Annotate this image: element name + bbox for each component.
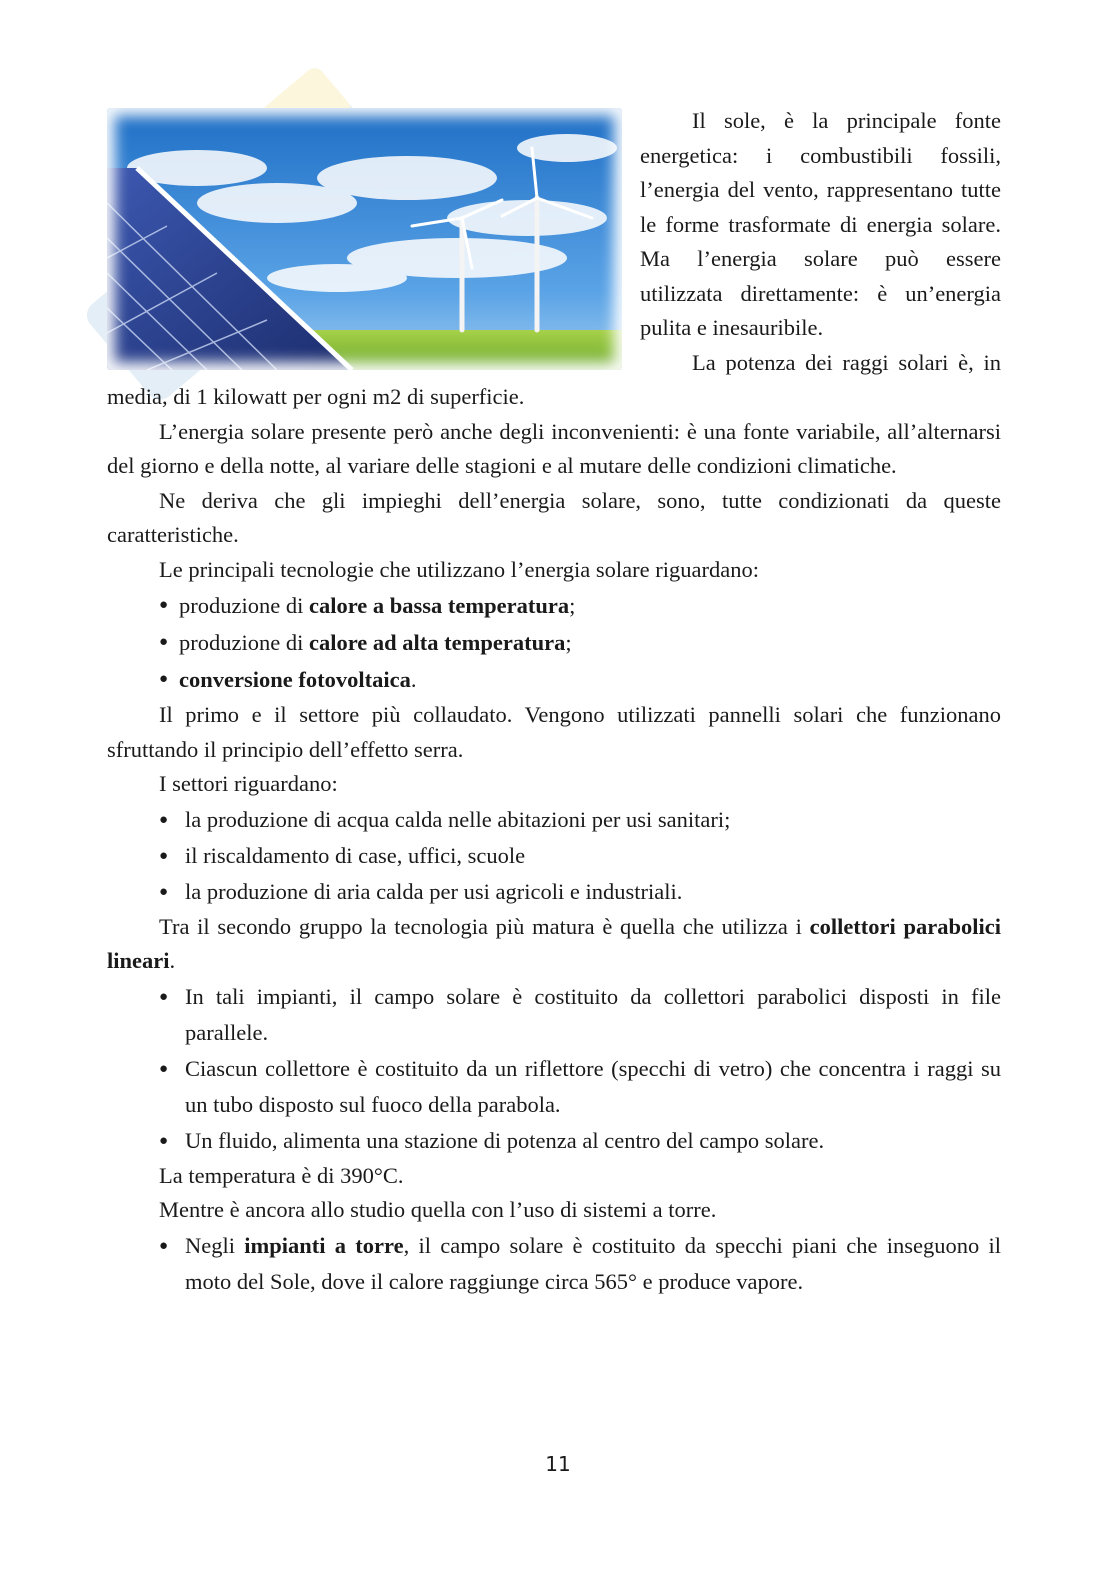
power-paragraph: La potenza dei raggi solari è, in media, di 1 kilowatt per ogni m2 di superficie.	[107, 349, 1001, 409]
list-item: ● produzione di calore a bassa temperatura;	[107, 587, 1001, 624]
list-item: ● In tali impianti, il campo solare è costituito da collettori parabolici disposti in file parallele.	[107, 979, 1001, 1051]
technologies-intro: Le principali tecnologie che utilizzano l’energia solare riguardano:	[159, 556, 759, 582]
list-item: ● la produzione di aria calda per usi agricoli e industriali.	[107, 874, 1001, 910]
list-item: ● il riscaldamento di case, uffici, scuole	[107, 838, 1001, 874]
sectors-list	[107, 802, 1001, 910]
list-item: ● produzione di calore ad alta temperatura;	[107, 624, 1001, 661]
parabolic-list	[107, 979, 1001, 1159]
uses-paragraph: Ne deriva che gli impieghi dell’energia solare, sono, tutte condizionati da queste caratteristiche.	[107, 487, 1001, 547]
technologies-list	[107, 587, 1001, 698]
list-item: ● Ciascun collettore è costituito da un riflettore (specchi di vetro) che concentra i raggi su un tubo disposto sul fuoco della parabola.	[107, 1051, 1001, 1123]
page-number: 11	[545, 1452, 571, 1476]
parabolic-paragraph: Tra il secondo gruppo la tecnologia più matura è quella che utilizza i collettori parabolici lineari.	[107, 913, 1001, 973]
list-item: ● Negli impianti a torre, il campo solare è costituito da specchi piani che inseguono il moto del Sole, dove il calore raggiunge circa 565° e produce vapore.	[107, 1228, 1001, 1300]
list-item: ● Un fluido, alimenta una stazione di potenza al centro del campo solare.	[107, 1123, 1001, 1159]
first-sector-paragraph: Il primo e il settore più collaudato. Vengono utilizzati pannelli solari che funzionano sfruttando il principio dell’effetto serra.	[107, 702, 1001, 762]
solar-wind-photo	[107, 108, 622, 370]
intro-paragraph: Il sole, è la principale fonte energetica: i combustibili fossili, l’energia del vento, rappresentano tutte le forme trasformate di energia solare. Ma l’energia solare può essere utilizzata direttamente: è un’energia pulita e inesauribile.	[640, 108, 1001, 340]
drawbacks-paragraph: L’energia solare presente però anche degli inconvenienti: è una fonte variabile, all’alternarsi del giorno e della notte, al variare delle stagioni e al mutare delle condizioni climatiche.	[107, 418, 1001, 478]
tower-intro: Mentre è ancora allo studio quella con l’uso di sistemi a torre.	[159, 1197, 717, 1222]
sectors-intro: I settori riguardano:	[159, 771, 338, 796]
list-item: ● conversione fotovoltaica.	[107, 661, 1001, 698]
list-item: ● la produzione di acqua calda nelle abitazioni per usi sanitari;	[107, 802, 1001, 838]
temperature-paragraph: La temperatura è di 390°C.	[159, 1162, 404, 1188]
document-page	[107, 104, 1001, 1300]
tower-list	[107, 1228, 1001, 1300]
